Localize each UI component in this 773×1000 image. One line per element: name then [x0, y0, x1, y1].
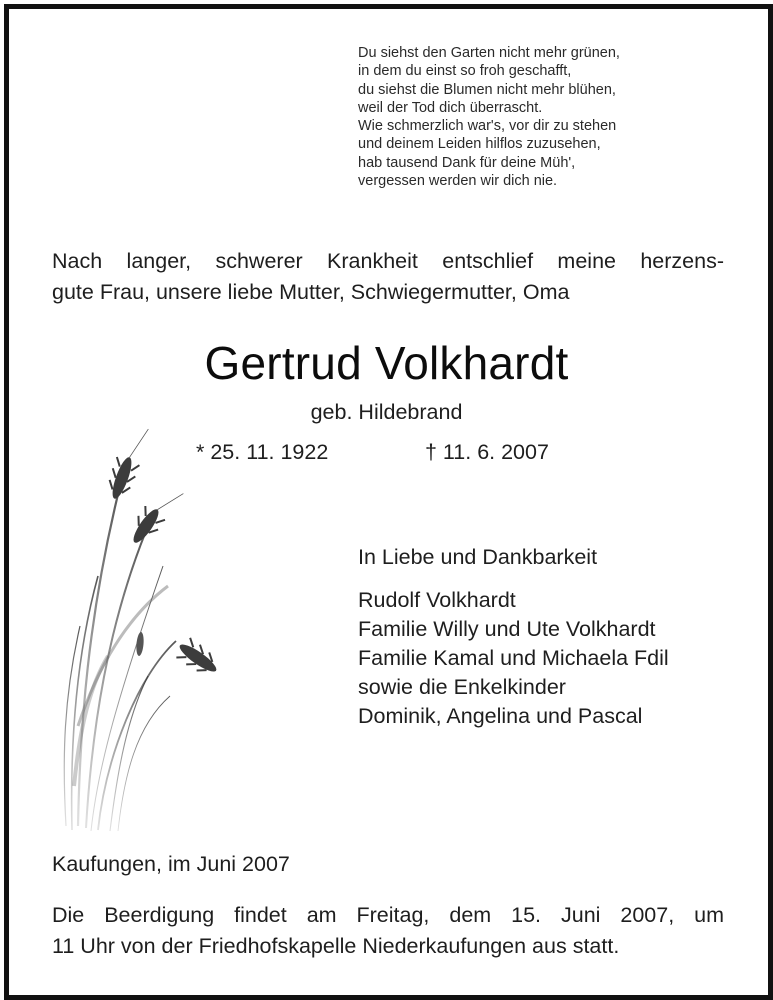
- intro-text: [52, 246, 724, 308]
- place-date: Kaufungen, im Juni 2007: [52, 852, 290, 876]
- wheat-ears-icon: [58, 426, 233, 836]
- intro-line-1: Nach langer, schwerer Krankheit entschlief meine herzens-: [52, 249, 724, 273]
- poem-line: in dem du einst so froh geschafft,: [358, 63, 572, 80]
- poem-line: weil der Tod dich überrascht.: [358, 99, 543, 116]
- mourner-name: Rudolf Volkhardt: [358, 588, 516, 612]
- death-date: † 11. 6. 2007: [425, 440, 549, 464]
- mourner-name: Familie Kamal und Michaela Fdil: [358, 646, 669, 670]
- poem-line: Wie schmerzlich war's, vor dir zu stehen: [358, 118, 617, 135]
- poem: [358, 44, 718, 190]
- poem-line: Du siehst den Garten nicht mehr grünen,: [358, 45, 620, 61]
- funeral-line-1: Die Beerdigung findet am Freitag, dem 15. Juni 2007, um: [52, 903, 724, 927]
- birth-date: * 25. 11. 1922: [196, 440, 329, 464]
- funeral-line-2: 11 Uhr von der Friedhofskapelle Niederkaufungen aus statt.: [52, 934, 620, 958]
- intro-line-2: gute Frau, unsere liebe Mutter, Schwiegermutter, Oma: [52, 280, 570, 304]
- mourners-block: [358, 543, 669, 731]
- poem-line: du siehst die Blumen nicht mehr blühen,: [358, 81, 616, 98]
- mourner-name: Familie Willy und Ute Volkhardt: [358, 617, 656, 641]
- deceased-name: Gertrud Volkhardt: [204, 337, 569, 389]
- maiden-name: geb. Hildebrand: [310, 400, 463, 424]
- mourner-name: Dominik, Angelina und Pascal: [358, 704, 643, 728]
- poem-line: hab tausend Dank für deine Müh',: [358, 154, 576, 171]
- funeral-info: [52, 900, 724, 962]
- mourner-name: sowie die Enkelkinder: [358, 675, 566, 699]
- poem-line: und deinem Leiden hilflos zuzusehen,: [358, 136, 601, 153]
- closing-line: In Liebe und Dankbarkeit: [358, 545, 598, 569]
- poem-line: vergessen werden wir dich nie.: [358, 173, 558, 190]
